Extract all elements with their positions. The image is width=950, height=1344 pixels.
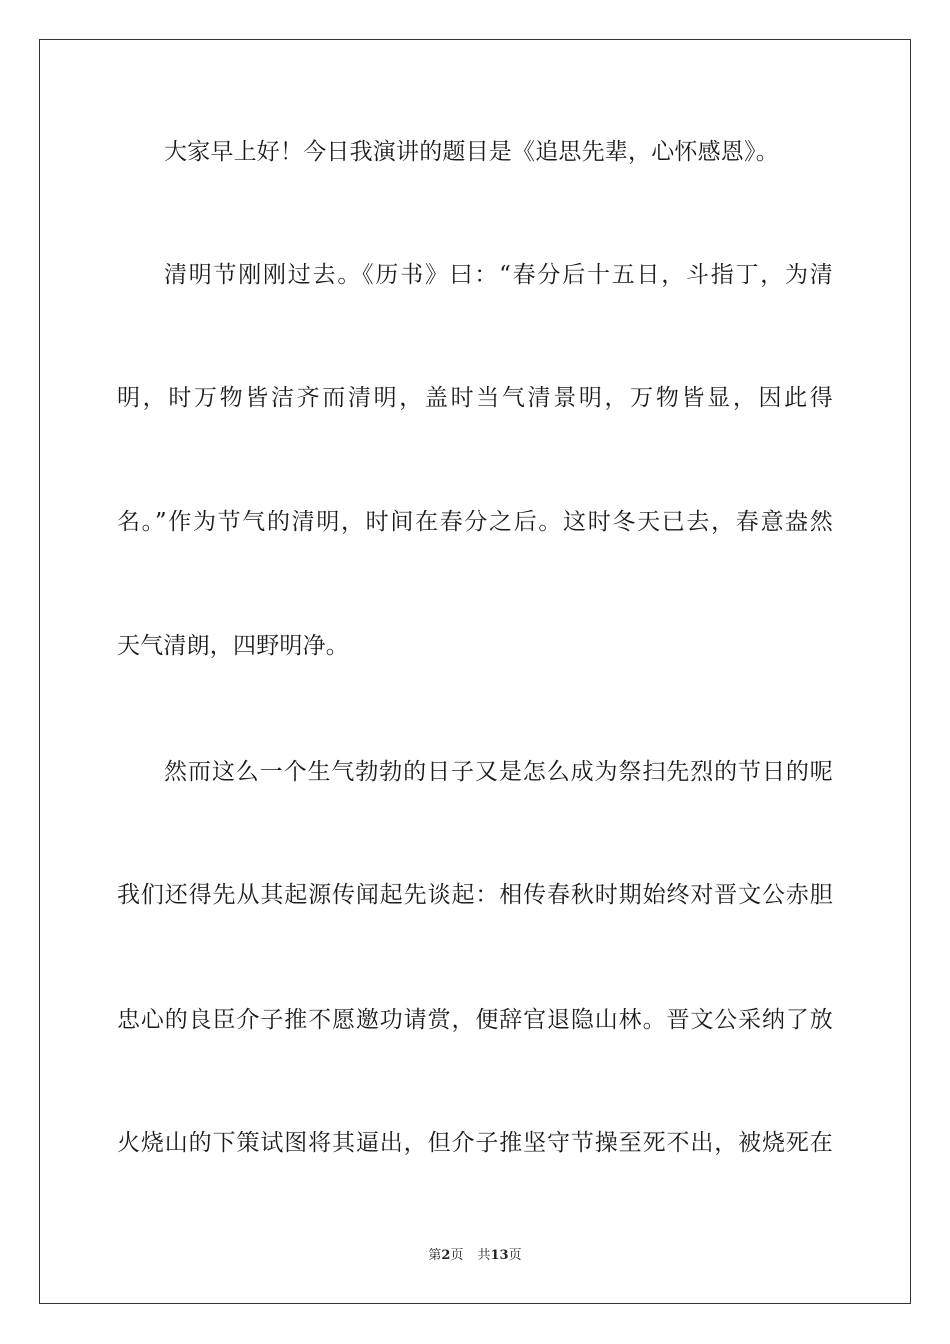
paragraph-line-5: 天气清朗，四野明净。 [117,633,349,659]
paragraph-line-3: 明，时万物皆洁齐而清明，盖时当气清景明，万物皆显，因此得 [117,385,833,411]
paragraph-line-9: 火烧山的下策试图将其逼出，但介子推坚守节操至死不出，被烧死在 [117,1130,833,1156]
paragraph-line-6: 然而这么一个生气勃勃的日子又是怎么成为祭扫先烈的节日的呢 [164,759,833,785]
page-border [39,39,911,1304]
total-pages: 13 [490,1248,509,1263]
page-prefix: 第 [428,1248,442,1263]
page-number: 2 [441,1248,451,1263]
paragraph-line-1: 大家早上好！今日我演讲的题目是《追思先辈，心怀感恩》。 [164,139,779,165]
total-suffix: 页 [508,1248,522,1263]
total-prefix: 共 [477,1248,491,1263]
page-suffix: 页 [450,1248,464,1263]
paragraph-line-2: 清明节刚刚过去。《历书》曰：“春分后十五日，斗指丁，为清 [164,262,833,288]
paragraph-line-8: 忠心的良臣介子推不愿邀功请赏，便辞官退隐山林。晋文公采纳了放 [117,1007,833,1033]
page-footer [0,1247,950,1265]
paragraph-line-7: 我们还得先从其起源传闻起先谈起：相传春秋时期始终对晋文公赤胆 [117,882,833,908]
paragraph-line-4: 名。”作为节气的清明，时间在春分之后。这时冬天已去，春意盎然 [117,509,833,535]
